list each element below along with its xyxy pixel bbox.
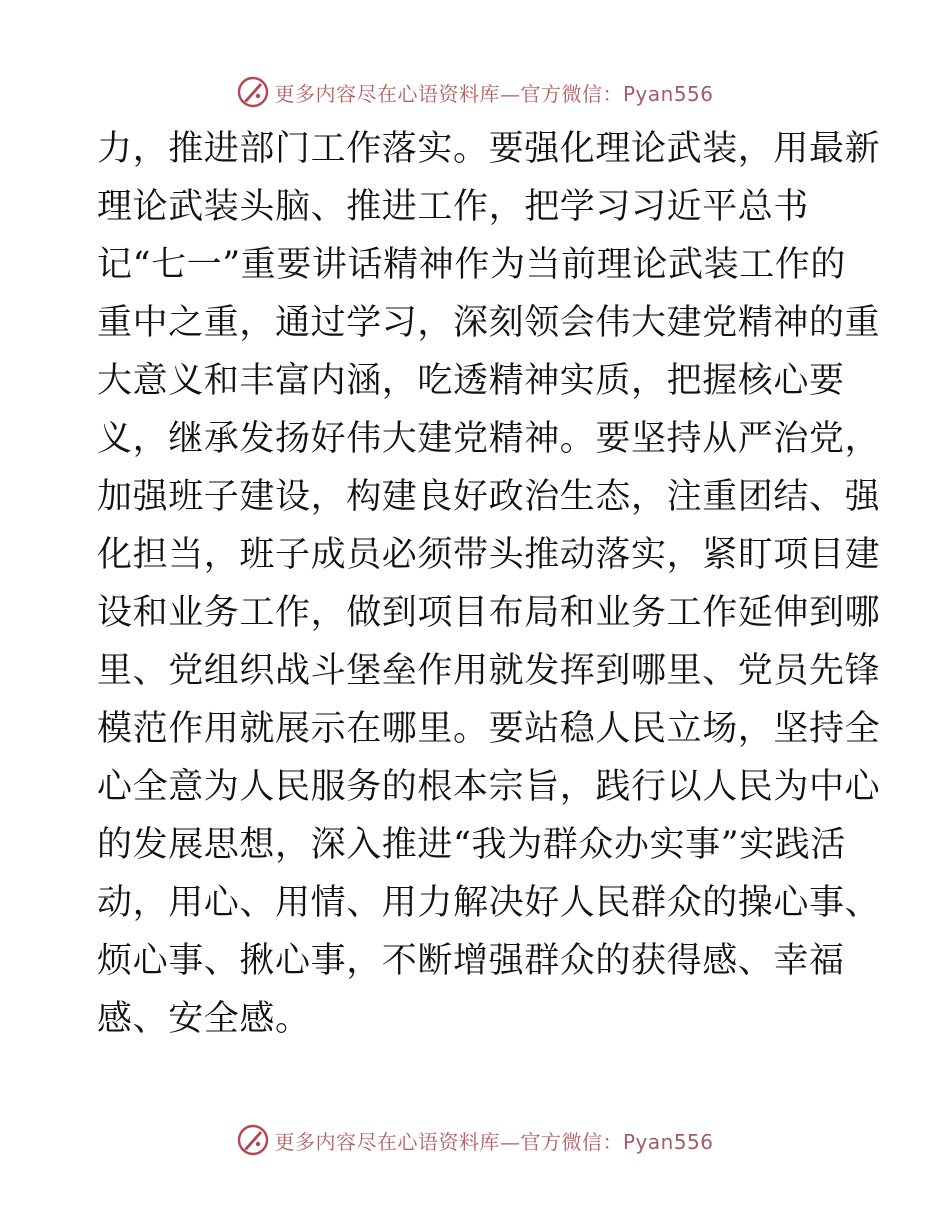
body-line: 心全意为人民服务的根本宗旨，践行以人民为中心 xyxy=(97,767,881,807)
quill-logo-icon xyxy=(236,75,270,109)
watermark-label: 更多内容尽在心语资料库—官方微信： xyxy=(274,1129,623,1154)
body-line: 里、党组织战斗堡垒作用就发挥到哪里、党员先锋 xyxy=(97,651,881,691)
watermark-text xyxy=(274,78,713,107)
quill-logo-icon xyxy=(236,1123,270,1157)
watermark-label: 更多内容尽在心语资料库—官方微信： xyxy=(274,81,623,106)
watermark-text xyxy=(274,1126,713,1155)
body-line: 设和业务工作，做到项目布局和业务工作延伸到哪 xyxy=(97,593,881,633)
body-line: 记“七一”重要讲话精神作为当前理论武装工作的 xyxy=(97,245,846,285)
body-line: 化担当，班子成员必须带头推动落实，紧盯项目建 xyxy=(97,535,881,575)
body-line: 的发展思想，深入推进“我为群众办实事”实践活 xyxy=(97,825,846,865)
footer-watermark xyxy=(0,1120,950,1160)
header-watermark xyxy=(0,72,950,112)
body-line: 加强班子建设，构建良好政治生态，注重团结、强 xyxy=(97,477,881,517)
watermark-wechat-id: Pyan556 xyxy=(622,1129,714,1154)
body-line: 重中之重，通过学习，深刻领会伟大建党精神的重 xyxy=(97,303,881,343)
document-body xyxy=(97,120,881,1048)
body-line: 理论武装头脑、推进工作，把学习习近平总书 xyxy=(97,187,810,227)
body-line: 力，推进部门工作落实。要强化理论武装，用最新 xyxy=(97,129,881,169)
watermark-wechat-id: Pyan556 xyxy=(622,81,714,106)
body-line: 大意义和丰富内涵，吃透精神实质，把握核心要 xyxy=(97,361,845,401)
body-line: 动，用心、用情、用力解决好人民群众的操心事、 xyxy=(97,883,881,923)
body-line: 烦心事、揪心事，不断增强群众的获得感、幸福 xyxy=(97,941,845,981)
body-line: 感、安全感。 xyxy=(97,999,311,1039)
body-line: 义，继承发扬好伟大建党精神。要坚持从严治党， xyxy=(97,419,881,459)
body-line: 模范作用就展示在哪里。要站稳人民立场，坚持全 xyxy=(97,709,881,749)
